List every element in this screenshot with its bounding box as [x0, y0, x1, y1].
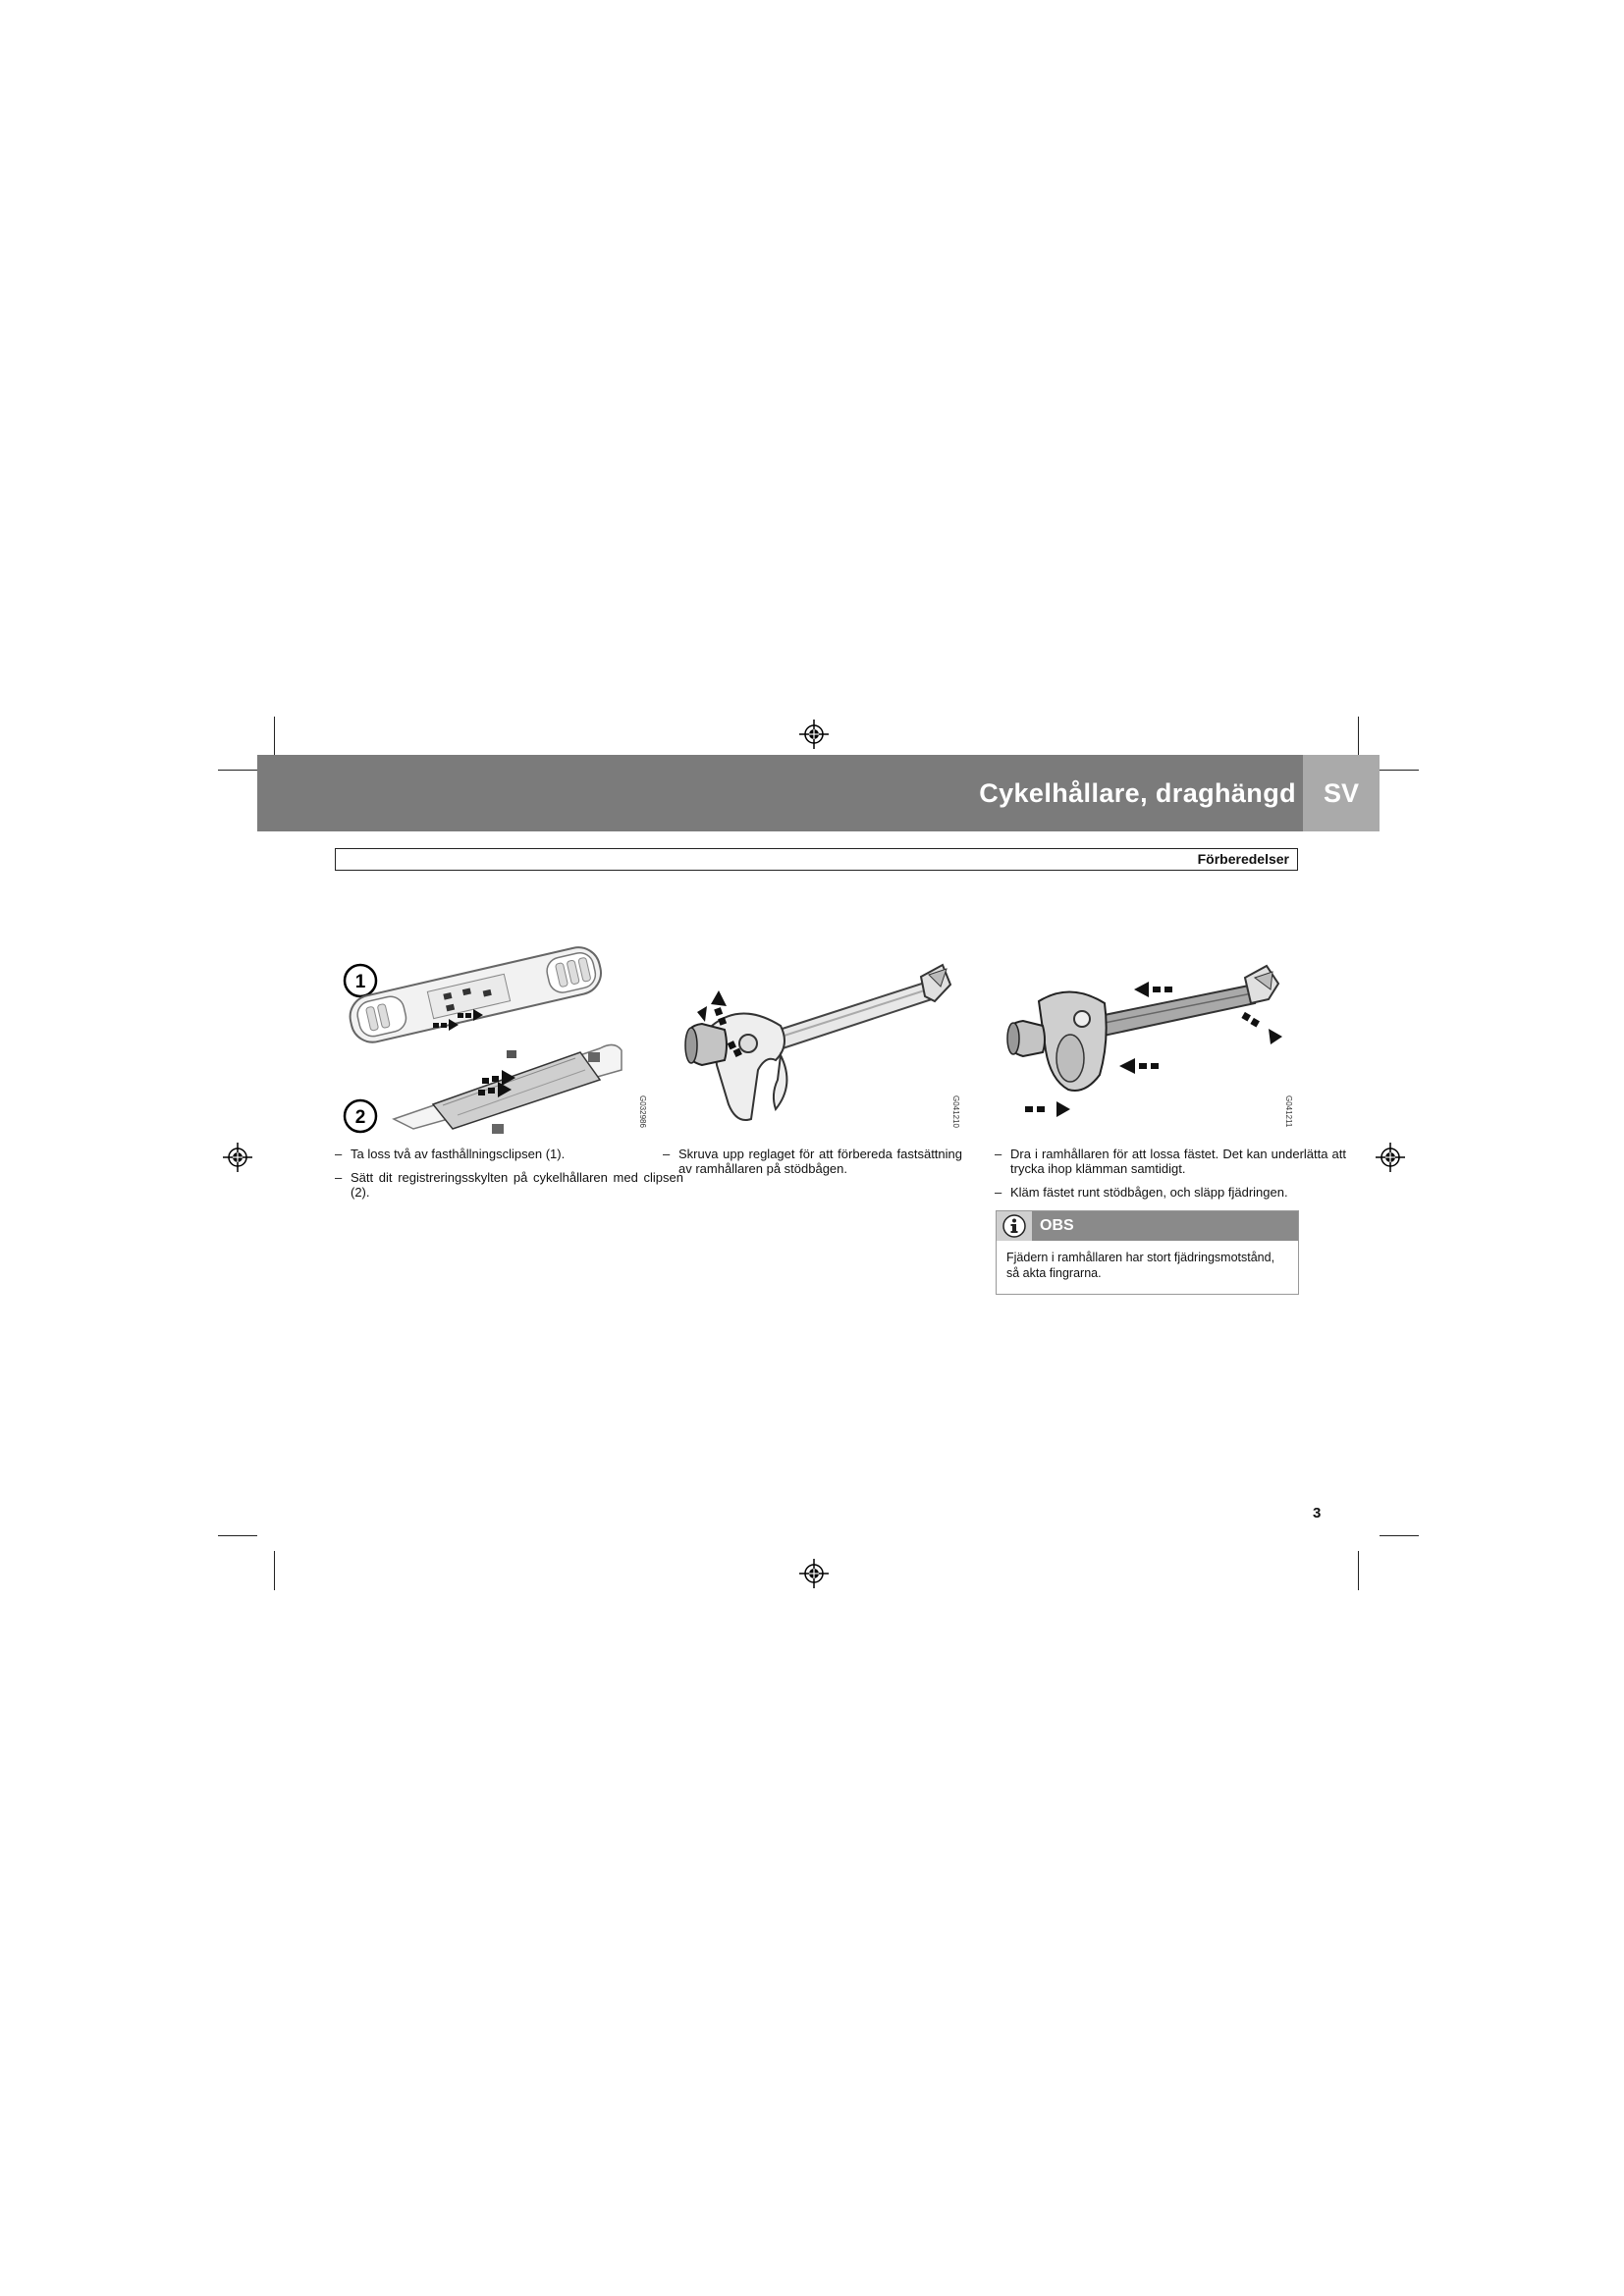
instruction-item — [335, 1170, 683, 1200]
instruction-text: Kläm fästet runt stödbågen, och släpp fjädringen. — [1010, 1185, 1288, 1200]
note-title: OBS — [1040, 1217, 1074, 1234]
registration-mark-icon — [1376, 1143, 1405, 1172]
language-tab: SV — [1303, 755, 1380, 831]
instruction-text: Dra i ramhållaren för att lossa fästet. Det kan underlätta att trycka ihop klämman samtidigt. — [1010, 1147, 1346, 1176]
frame-holder-clamp-illustration — [992, 942, 1286, 1139]
crop-mark — [218, 770, 257, 771]
instruction-column-1 — [335, 1147, 683, 1208]
dash-bullet: – — [335, 1147, 343, 1161]
section-heading-bar — [335, 848, 1298, 871]
crop-mark — [1380, 1535, 1419, 1536]
note-box — [996, 1210, 1299, 1295]
dash-bullet: – — [663, 1147, 671, 1161]
dash-bullet: – — [995, 1147, 1002, 1161]
crop-mark — [1380, 770, 1419, 771]
figure-code: G041211 — [1284, 1095, 1293, 1128]
registration-mark-icon — [223, 1143, 252, 1172]
callout-1 — [345, 965, 376, 996]
dash-bullet: – — [335, 1170, 343, 1185]
frame-holder-knob-illustration — [668, 947, 962, 1134]
note-text: Fjädern i ramhållaren har stort fjädringsmotstånd, så akta fingrarna. — [1006, 1251, 1275, 1280]
callout-2 — [345, 1100, 376, 1132]
chapter-header-band — [257, 755, 1380, 831]
chapter-title: Cykelhållare, draghängd — [979, 778, 1296, 808]
callout-2-label: 2 — [354, 1107, 366, 1128]
registration-mark-icon — [799, 1559, 829, 1588]
instruction-text: Skruva upp reglaget för att förbereda fastsättning av ramhållaren på stödbågen. — [678, 1147, 962, 1176]
callout-1-label: 1 — [354, 972, 366, 992]
crop-mark — [274, 1551, 275, 1590]
registration-mark-icon — [799, 720, 829, 749]
instruction-item — [663, 1147, 962, 1176]
instruction-text: Ta loss två av fasthållningsclipsen (1). — [351, 1147, 566, 1161]
instruction-item — [995, 1147, 1346, 1176]
figure-code: G032986 — [638, 1095, 647, 1128]
page-number: 3 — [1313, 1505, 1322, 1522]
instruction-text: Sätt dit registreringsskylten på cykelhållaren med clipsen (2). — [351, 1170, 683, 1200]
dash-bullet: – — [995, 1185, 1002, 1200]
instruction-item — [995, 1185, 1346, 1200]
figure-code: G041210 — [951, 1095, 960, 1128]
note-header — [997, 1211, 1298, 1241]
instruction-column-2 — [663, 1147, 962, 1185]
section-heading: Förberedelser — [1197, 851, 1289, 867]
crop-mark — [218, 1535, 257, 1536]
instruction-item — [335, 1147, 683, 1161]
instruction-column-3 — [995, 1147, 1346, 1208]
crop-mark — [1358, 1551, 1359, 1590]
info-icon — [997, 1211, 1032, 1241]
license-plate-clips-illustration — [335, 933, 629, 1139]
